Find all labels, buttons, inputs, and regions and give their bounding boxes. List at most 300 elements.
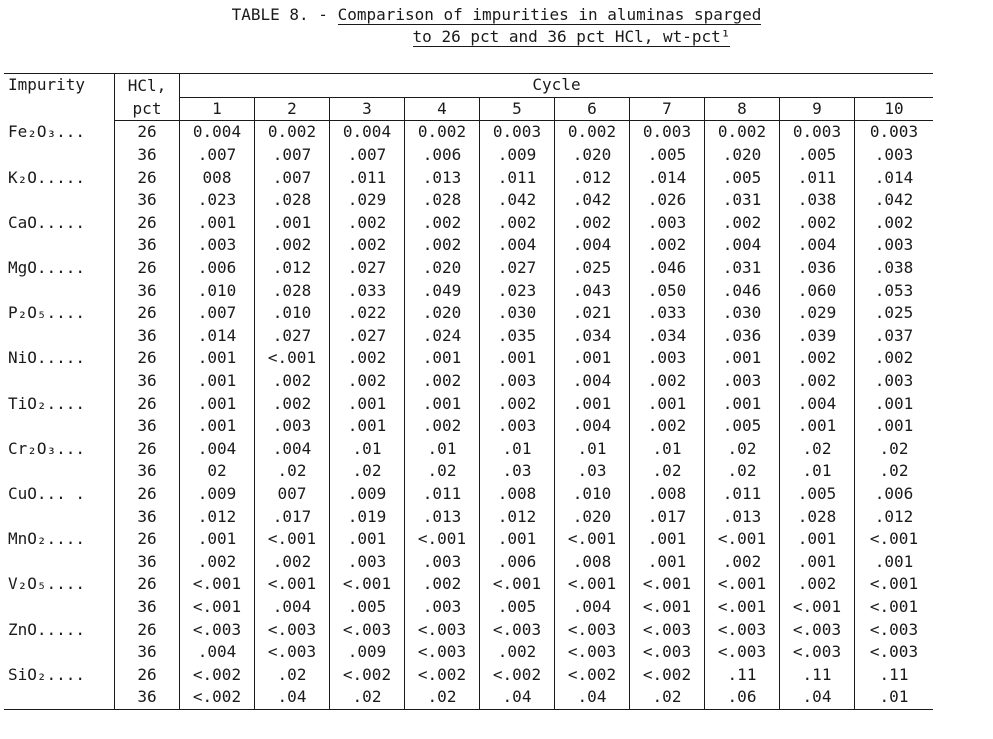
hcl-cell: 36 [115,279,180,302]
caption-line-2 [0,26,993,48]
cycle-8-value-cell: .001 [705,392,780,415]
cycle-2-value-cell: .012 [255,257,330,280]
cycle-10-value-cell: .012 [874,506,914,526]
cycle-2-value-cell: .002 [255,550,330,573]
cycle-8-value-cell: .011 [705,483,780,506]
cycle-5-value-cell: .04 [480,686,555,709]
cycle-1-value-cell: 02 [180,460,255,483]
cycle-2-value-cell: .010 [255,302,330,325]
cycle-1-value-cell: .004 [180,438,255,461]
cycle-10-value-cell: .003 [874,145,914,165]
impurity-cell [4,641,115,664]
hcl-cell: 26 [115,212,180,235]
cycle-7-value-cell: .050 [630,279,705,302]
cycle-9-value-cell: .005 [780,483,855,506]
cycle-10-value-cell: .006 [874,483,914,503]
cycle-10-value-cell: .02 [879,461,909,481]
cycle-9-value-cell: .011 [780,166,855,189]
header-cycle-7: 7 [630,97,705,121]
impurity-cell: NiO..... [4,347,115,370]
cycle-3-value-cell: .019 [330,505,405,528]
cycle-3-value-cell: .001 [330,392,405,415]
cycle-9-value-cell: .005 [780,144,855,167]
impurity-cell [4,505,115,528]
cycle-5-value-cell: .006 [480,550,555,573]
cycle-8-value-cell: 0.002 [705,121,780,144]
cycle-5-value-cell: .03 [480,460,555,483]
cycle-6-value-cell: <.003 [555,641,630,664]
cycle-10-value-cell: 0.003 [869,122,919,142]
cycle-9-value-cell: .039 [780,325,855,348]
table-row [4,663,933,686]
cycle-6-value-cell: .012 [555,166,630,189]
hcl-cell: 36 [115,505,180,528]
cycle-3-value-cell: .029 [330,189,405,212]
cycle-7-value-cell: .02 [630,686,705,709]
cycle-10-value-cell: <.003 [869,619,919,639]
cycle-1-value-cell: .023 [180,189,255,212]
cycle-4-value-cell: .020 [405,302,480,325]
cycle-2-value-cell: .027 [255,325,330,348]
cycle-2-value-cell: .028 [255,279,330,302]
header-hcl: HCl, [115,74,180,98]
cycle-6-value-cell: .001 [555,347,630,370]
impurity-cell: K₂O..... [4,166,115,189]
cycle-3-value-cell: .011 [330,166,405,189]
cycle-4-value-cell: .002 [405,415,480,438]
cycle-8-value-cell: .002 [705,550,780,573]
cycle-4-value-cell: .002 [405,370,480,393]
cycle-4-value-cell: <.001 [405,528,480,551]
cycle-2-value-cell: <.001 [255,528,330,551]
cycle-3-value-cell: .003 [330,550,405,573]
cycle-2-value-cell: .007 [255,144,330,167]
impurities-table [4,73,933,710]
header-cycle-10: 10 [855,97,934,121]
cycle-2-value-cell: .007 [255,166,330,189]
hcl-cell: 36 [115,596,180,619]
cycle-5-value-cell: .042 [480,189,555,212]
table-title-line-2: to 26 pct and 36 pct HCl, wt-pct¹ [412,27,731,46]
impurity-cell [4,686,115,709]
cycle-10-value-cell: .014 [874,167,914,187]
hcl-cell: 36 [115,144,180,167]
table-row [4,686,933,709]
table-row [4,596,933,619]
cycle-3-value-cell: .005 [330,596,405,619]
cycle-7-value-cell: .005 [630,144,705,167]
cycle-5-value-cell: .001 [480,528,555,551]
hcl-cell: 36 [115,325,180,348]
impurity-cell [4,279,115,302]
cycle-8-value-cell: .02 [705,460,780,483]
hcl-cell: 26 [115,663,180,686]
cycle-6-value-cell: .010 [555,483,630,506]
table-row [4,144,933,167]
cycle-10-value-cell: .002 [874,212,914,232]
table-caption [0,4,993,48]
cycle-2-value-cell: <.003 [255,618,330,641]
cycle-6-value-cell: .04 [555,686,630,709]
cycle-7-value-cell: <.003 [630,641,705,664]
table-row [4,573,933,596]
header-cycle-5: 5 [480,97,555,121]
cycle-1-value-cell: .010 [180,279,255,302]
cycle-8-value-cell: <.001 [705,596,780,619]
caption-line-1 [0,4,993,26]
cycle-3-value-cell: .027 [330,257,405,280]
cycle-7-value-cell: .008 [630,483,705,506]
cycle-4-value-cell: <.003 [405,641,480,664]
table-row [4,438,933,461]
impurity-cell: MgO..... [4,257,115,280]
cycle-5-value-cell: .027 [480,257,555,280]
cycle-6-value-cell: .020 [555,505,630,528]
cycle-10-value-cell: .003 [874,371,914,391]
cycle-8-value-cell: <.003 [705,641,780,664]
impurity-cell [4,370,115,393]
cycle-10-value-cell: <.001 [869,529,919,549]
cycle-7-value-cell: 0.003 [630,121,705,144]
cycle-2-value-cell: .017 [255,505,330,528]
cycle-10-value-cell: <.003 [869,642,919,662]
cycle-6-value-cell: 0.002 [555,121,630,144]
cycle-10-value-cell: <.001 [869,574,919,594]
hcl-cell: 26 [115,483,180,506]
cycle-2-value-cell: <.001 [255,573,330,596]
table-label: TABLE 8. - [231,5,328,24]
cycle-4-value-cell: <.002 [405,663,480,686]
header-cycle-3: 3 [330,97,405,121]
cycle-3-value-cell: .002 [330,347,405,370]
cycle-5-value-cell: .002 [480,392,555,415]
cycle-3-value-cell: .033 [330,279,405,302]
cycle-1-value-cell: .014 [180,325,255,348]
cycle-5-value-cell: .012 [480,505,555,528]
cycle-10-value-cell: .042 [874,190,914,210]
cycle-5-value-cell: .002 [480,212,555,235]
cycle-7-value-cell: .003 [630,347,705,370]
cycle-7-value-cell: .014 [630,166,705,189]
cycle-6-value-cell: .025 [555,257,630,280]
cycle-5-value-cell: .001 [480,347,555,370]
cycle-6-value-cell: <.002 [555,663,630,686]
hcl-cell: 26 [115,573,180,596]
cycle-9-value-cell: <.003 [780,641,855,664]
cycle-7-value-cell: .01 [630,438,705,461]
cycle-4-value-cell: <.003 [405,618,480,641]
hcl-cell: 26 [115,166,180,189]
cycle-6-value-cell: .004 [555,415,630,438]
cycle-10-value-cell: .003 [874,235,914,255]
cycle-9-value-cell: .002 [780,573,855,596]
cycle-3-value-cell: <.002 [330,663,405,686]
cycle-5-value-cell: .008 [480,483,555,506]
hcl-cell: 26 [115,302,180,325]
hcl-cell: 26 [115,257,180,280]
table-row [4,370,933,393]
cycle-7-value-cell: .034 [630,325,705,348]
cycle-5-value-cell: .030 [480,302,555,325]
table-row [4,166,933,189]
header-row-1 [4,74,933,98]
cycle-1-value-cell: <.001 [180,573,255,596]
cycle-2-value-cell: .002 [255,370,330,393]
table-row [4,302,933,325]
table-row [4,505,933,528]
impurity-cell: Fe₂O₃... [4,121,115,144]
cycle-2-value-cell: <.001 [255,347,330,370]
cycle-4-value-cell: .001 [405,392,480,415]
cycle-9-value-cell: .036 [780,257,855,280]
hcl-cell: 36 [115,415,180,438]
cycle-1-value-cell: .006 [180,257,255,280]
impurity-cell: P₂O₅.... [4,302,115,325]
cycle-10-value-cell: .037 [874,325,914,345]
cycle-1-value-cell: <.002 [180,663,255,686]
cycle-5-value-cell: .002 [480,641,555,664]
cycle-7-value-cell: .046 [630,257,705,280]
cycle-10-value-cell: .038 [874,258,914,278]
cycle-7-value-cell: .003 [630,212,705,235]
cycle-5-value-cell: 0.003 [480,121,555,144]
cycle-8-value-cell: .02 [705,438,780,461]
cycle-3-value-cell: <.001 [330,573,405,596]
cycle-5-value-cell: .011 [480,166,555,189]
impurity-cell [4,596,115,619]
table-row [4,618,933,641]
cycle-9-value-cell: .002 [780,347,855,370]
cycle-10-value-cell: .001 [874,393,914,413]
cycle-4-value-cell: .003 [405,550,480,573]
cycle-10-value-cell: .02 [879,438,909,458]
cycle-1-value-cell: <.002 [180,686,255,709]
cycle-2-value-cell: .004 [255,596,330,619]
cycle-4-value-cell: .02 [405,460,480,483]
header-cycle-4: 4 [405,97,480,121]
impurity-cell [4,550,115,573]
cycle-1-value-cell: .001 [180,392,255,415]
impurity-cell [4,234,115,257]
cycle-8-value-cell: .003 [705,370,780,393]
cycle-9-value-cell: .001 [780,550,855,573]
cycle-9-value-cell: .004 [780,234,855,257]
impurity-cell: MnO₂.... [4,528,115,551]
cycle-1-value-cell: 008 [180,166,255,189]
cycle-8-value-cell: .020 [705,144,780,167]
table-row [4,212,933,235]
cycle-9-value-cell: <.003 [780,618,855,641]
cycle-5-value-cell: .003 [480,415,555,438]
cycle-9-value-cell: .028 [780,505,855,528]
table-row [4,528,933,551]
header-cycle-9: 9 [780,97,855,121]
cycle-3-value-cell: .022 [330,302,405,325]
cycle-6-value-cell: .004 [555,596,630,619]
table-header [4,74,933,121]
header-cycle-1: 1 [180,97,255,121]
cycle-8-value-cell: .030 [705,302,780,325]
cycle-8-value-cell: .001 [705,347,780,370]
cycle-10-value-cell: .002 [874,348,914,368]
cycle-6-value-cell: .043 [555,279,630,302]
hcl-cell: 26 [115,392,180,415]
cycle-2-value-cell: .028 [255,189,330,212]
cycle-8-value-cell: .06 [705,686,780,709]
table-row [4,460,933,483]
hcl-cell: 36 [115,234,180,257]
cycle-7-value-cell: .033 [630,302,705,325]
cycle-6-value-cell: .001 [555,392,630,415]
hcl-cell: 26 [115,347,180,370]
table-row [4,189,933,212]
cycle-7-value-cell: .002 [630,415,705,438]
table-row [4,550,933,573]
cycle-3-value-cell: .002 [330,370,405,393]
cycle-1-value-cell: .001 [180,370,255,393]
hcl-cell: 36 [115,686,180,709]
cycle-8-value-cell: .013 [705,505,780,528]
cycle-9-value-cell: .004 [780,392,855,415]
cycle-1-value-cell: .003 [180,234,255,257]
impurity-cell [4,144,115,167]
cycle-9-value-cell: .01 [780,460,855,483]
cycle-8-value-cell: .031 [705,189,780,212]
cycle-9-value-cell: .060 [780,279,855,302]
cycle-3-value-cell: .002 [330,234,405,257]
cycle-4-value-cell: .011 [405,483,480,506]
cycle-7-value-cell: .017 [630,505,705,528]
cycle-4-value-cell: .049 [405,279,480,302]
cycle-4-value-cell: .013 [405,166,480,189]
cycle-6-value-cell: .034 [555,325,630,348]
impurity-cell [4,460,115,483]
cycle-5-value-cell: .023 [480,279,555,302]
cycle-7-value-cell: <.003 [630,618,705,641]
cycle-3-value-cell: .007 [330,144,405,167]
cycle-6-value-cell: .021 [555,302,630,325]
cycle-10-value-cell: .001 [874,551,914,571]
hcl-cell: 36 [115,460,180,483]
cycle-4-value-cell: .024 [405,325,480,348]
cycle-8-value-cell: .002 [705,212,780,235]
header-row-2 [4,97,933,121]
cycle-7-value-cell: .026 [630,189,705,212]
cycle-7-value-cell: .002 [630,234,705,257]
header-cycle: Cycle [180,74,934,98]
cycle-6-value-cell: <.001 [555,528,630,551]
cycle-6-value-cell: .008 [555,550,630,573]
cycle-10-value-cell: .053 [874,280,914,300]
cycle-10-value-cell: .11 [879,664,909,684]
cycle-4-value-cell: .02 [405,686,480,709]
hcl-cell: 26 [115,528,180,551]
cycle-6-value-cell: <.003 [555,618,630,641]
cycle-9-value-cell: .02 [780,438,855,461]
cycle-7-value-cell: .001 [630,392,705,415]
cycle-4-value-cell: .003 [405,596,480,619]
cycle-9-value-cell: .04 [780,686,855,709]
cycle-1-value-cell: .002 [180,550,255,573]
cycle-8-value-cell: .004 [705,234,780,257]
cycle-4-value-cell: .006 [405,144,480,167]
cycle-9-value-cell: .001 [780,528,855,551]
cycle-5-value-cell: <.001 [480,573,555,596]
cycle-9-value-cell: .001 [780,415,855,438]
cycle-1-value-cell: .007 [180,144,255,167]
cycle-5-value-cell: <.003 [480,618,555,641]
cycle-4-value-cell: .01 [405,438,480,461]
hcl-cell: 36 [115,641,180,664]
cycle-3-value-cell: <.003 [330,618,405,641]
cycle-8-value-cell: .031 [705,257,780,280]
cycle-3-value-cell: .02 [330,686,405,709]
cycle-1-value-cell: .007 [180,302,255,325]
cycle-3-value-cell: .02 [330,460,405,483]
cycle-4-value-cell: .001 [405,347,480,370]
cycle-7-value-cell: <.001 [630,573,705,596]
cycle-9-value-cell: 0.003 [780,121,855,144]
cycle-3-value-cell: .001 [330,415,405,438]
cycle-4-value-cell: .028 [405,189,480,212]
hcl-cell: 36 [115,189,180,212]
cycle-2-value-cell: .02 [255,663,330,686]
impurity-cell: TiO₂.... [4,392,115,415]
cycle-7-value-cell: .02 [630,460,705,483]
cycle-5-value-cell: .004 [480,234,555,257]
impurity-cell: ZnO..... [4,618,115,641]
cycle-1-value-cell: .004 [180,641,255,664]
cycle-6-value-cell: .03 [555,460,630,483]
cycle-8-value-cell: .046 [705,279,780,302]
impurity-cell: SiO₂.... [4,663,115,686]
cycle-8-value-cell: .005 [705,166,780,189]
cycle-4-value-cell: 0.002 [405,121,480,144]
cycle-6-value-cell: .004 [555,234,630,257]
cycle-5-value-cell: .035 [480,325,555,348]
cycle-2-value-cell: <.003 [255,641,330,664]
cycle-3-value-cell: .001 [330,528,405,551]
cycle-1-value-cell: .001 [180,528,255,551]
cycle-6-value-cell: .020 [555,144,630,167]
cycle-1-value-cell: 0.004 [180,121,255,144]
cycle-2-value-cell: .02 [255,460,330,483]
header-cycle-2: 2 [255,97,330,121]
table-row [4,234,933,257]
cycle-8-value-cell: .036 [705,325,780,348]
cycle-1-value-cell: <.003 [180,618,255,641]
table-row [4,121,933,144]
cycle-1-value-cell: .009 [180,483,255,506]
table-body [4,121,933,709]
cycle-2-value-cell: 007 [255,483,330,506]
impurity-cell [4,189,115,212]
impurity-cell: Cr₂O₃... [4,438,115,461]
cycle-3-value-cell: .027 [330,325,405,348]
cycle-6-value-cell: .042 [555,189,630,212]
hcl-cell: 36 [115,550,180,573]
cycle-9-value-cell: .002 [780,370,855,393]
cycle-10-value-cell: .01 [855,686,934,709]
cycle-1-value-cell: .001 [180,415,255,438]
header-impurity: Impurity [4,74,115,121]
cycle-3-value-cell: .01 [330,438,405,461]
cycle-4-value-cell: .002 [405,234,480,257]
cycle-6-value-cell: .01 [555,438,630,461]
cycle-6-value-cell: .004 [555,370,630,393]
cycle-10-value-cell: <.001 [869,596,919,616]
table-row [4,347,933,370]
